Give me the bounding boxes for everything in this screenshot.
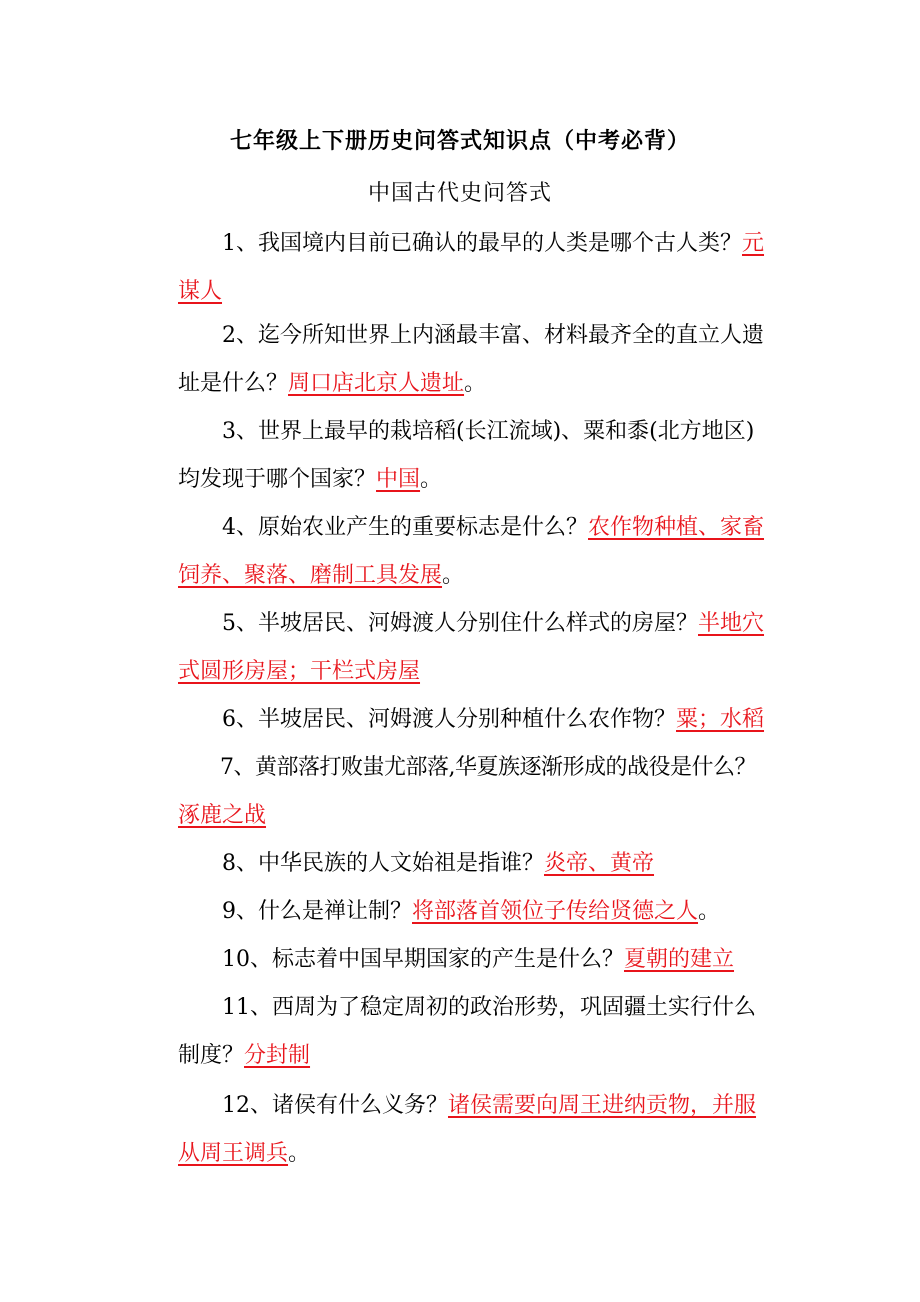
answer-text-cont: 中国	[376, 467, 421, 492]
qa-item-9	[178, 888, 784, 936]
qa-item-6	[178, 696, 784, 744]
question-text: 9、什么是禅让制？	[222, 899, 412, 924]
answer-text: 将部落首领位子传给贤德之人	[412, 899, 699, 924]
question-text-cont: 均发现于哪个国家？	[178, 467, 377, 492]
qa-item-11	[178, 984, 784, 1080]
answer-text-cont: 分封制	[244, 1043, 311, 1068]
section-subtitle: 中国古代史问答式	[367, 181, 552, 206]
answer-text: 粟；水稻	[676, 707, 765, 732]
question-text: 11、西周为了稳定周初的政治形势，巩固疆土实行什么	[222, 995, 756, 1020]
answer-text: 元	[742, 231, 765, 256]
question-text: 8、中华民族的人文始祖是指谁？	[222, 851, 544, 876]
question-text: 12、诸侯有什么义务？	[222, 1093, 448, 1118]
qa-item-8	[178, 840, 784, 888]
page-title: 七年级上下册历史问答式知识点（中考必背）	[229, 129, 690, 154]
answer-text-cont: 式圆形房屋；干栏式房屋	[178, 659, 421, 684]
qa-item-3	[178, 408, 784, 504]
punctuation: 。	[288, 1141, 311, 1166]
answer-text-cont: 饲养、聚落、磨制工具发展	[178, 563, 443, 588]
punctuation: 。	[442, 563, 465, 588]
question-text: 1、我国境内目前已确认的最早的人类是哪个古人类？	[222, 231, 742, 256]
answer-text: 诸侯需要向周王进纳贡物，并服	[448, 1093, 757, 1118]
question-text: 2、迄今所知世界上内涵最丰富、材料最齐全的直立人遗	[222, 323, 764, 348]
answer-text-cont: 从周王调兵	[178, 1141, 289, 1166]
punctuation: 。	[464, 371, 487, 396]
qa-item-4	[178, 504, 784, 600]
answer-text-cont: 涿鹿之战	[178, 803, 267, 828]
qa-item-1	[178, 220, 784, 316]
question-text: 3、世界上最早的栽培稻(长江流域)、粟和黍(北方地区)	[222, 419, 755, 444]
question-text: 7、黄部落打败蚩尤部落,华夏族逐渐形成的战役是什么？	[220, 755, 756, 780]
question-text: 5、半坡居民、河姆渡人分别住什么样式的房屋？	[222, 611, 698, 636]
question-text-cont: 址是什么？	[178, 371, 289, 396]
answer-text: 农作物种植、家畜	[588, 515, 765, 540]
qa-item-12	[178, 1082, 784, 1178]
punctuation: 。	[420, 467, 443, 492]
answer-text: 半地穴	[698, 611, 765, 636]
answer-text: 炎帝、黄帝	[544, 851, 655, 876]
qa-item-5	[178, 600, 784, 696]
question-text: 10、标志着中国早期国家的产生是什么？	[222, 947, 624, 972]
qa-item-7	[178, 744, 784, 840]
qa-item-10	[178, 936, 784, 984]
question-text: 4、原始农业产生的重要标志是什么？	[222, 515, 588, 540]
answer-text-cont: 谋人	[178, 279, 223, 304]
question-text-cont: 制度？	[178, 1043, 245, 1068]
question-text: 6、半坡居民、河姆渡人分别种植什么农作物？	[222, 707, 676, 732]
answer-text: 夏朝的建立	[624, 947, 735, 972]
qa-item-2	[178, 312, 784, 408]
punctuation: 。	[698, 899, 721, 924]
answer-text-cont: 周口店北京人遗址	[288, 371, 465, 396]
